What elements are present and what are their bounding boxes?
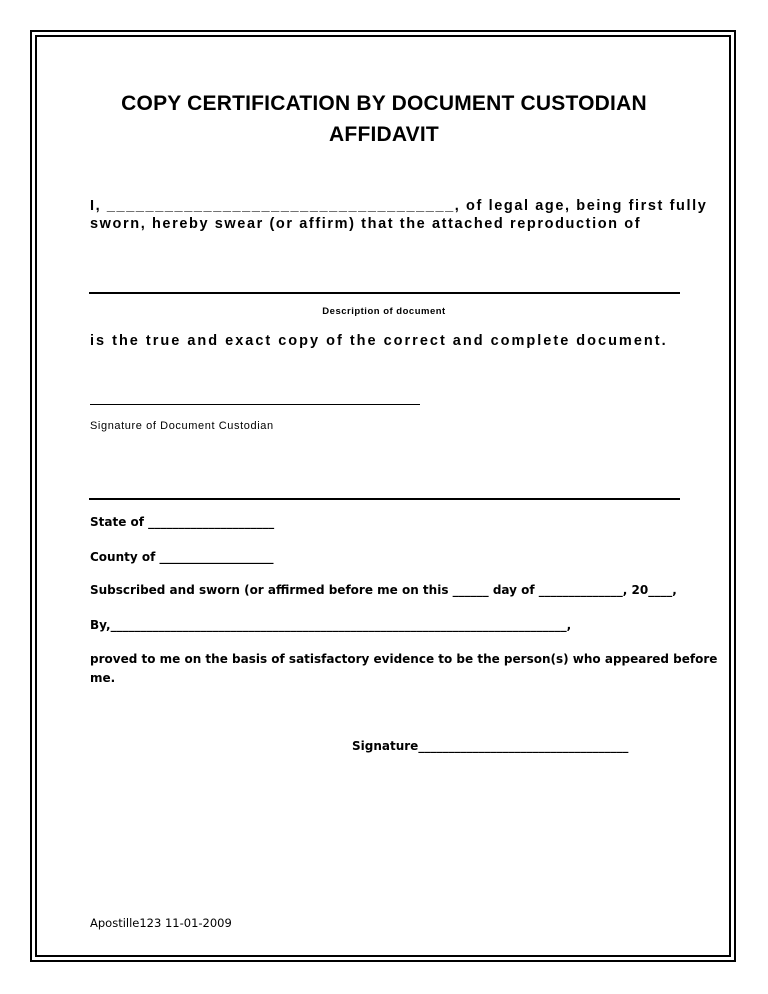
- intro-line-2: sworn, hereby swear (or affirm) that the attached reproduction of: [90, 216, 642, 232]
- proved-line-2: me.: [90, 671, 116, 685]
- page-border-inner: [35, 35, 731, 957]
- custodian-signature-line: [90, 404, 420, 405]
- description-line: [89, 292, 680, 294]
- county-field: County of ___________________: [90, 550, 274, 564]
- proved-line-1: proved to me on the basis of satisfactory evidence to be the person(s) who appeared before: [90, 652, 718, 666]
- notary-signature-line: Signature___________________________________: [352, 739, 629, 753]
- description-label: Description of document: [322, 306, 446, 317]
- footer-reference: Apostille123 11-01-2009: [90, 916, 232, 930]
- intro-line-1: I, ____________________________________, of legal age, being first fully: [90, 198, 708, 214]
- document-subtitle: AFFIDAVIT: [329, 123, 439, 146]
- document-title: COPY CERTIFICATION BY DOCUMENT CUSTODIAN: [121, 92, 647, 115]
- by-line: By,____________________________________________________________________________,: [90, 618, 572, 632]
- subscribed-line: Subscribed and sworn (or affirmed before me on this ______ day of ______________, 20____,: [90, 583, 677, 597]
- custodian-signature-label: Signature of Document Custodian: [90, 420, 274, 432]
- section-divider: [89, 498, 680, 500]
- state-field: State of _____________________: [90, 515, 275, 529]
- statement: is the true and exact copy of the correct and complete document.: [90, 333, 668, 349]
